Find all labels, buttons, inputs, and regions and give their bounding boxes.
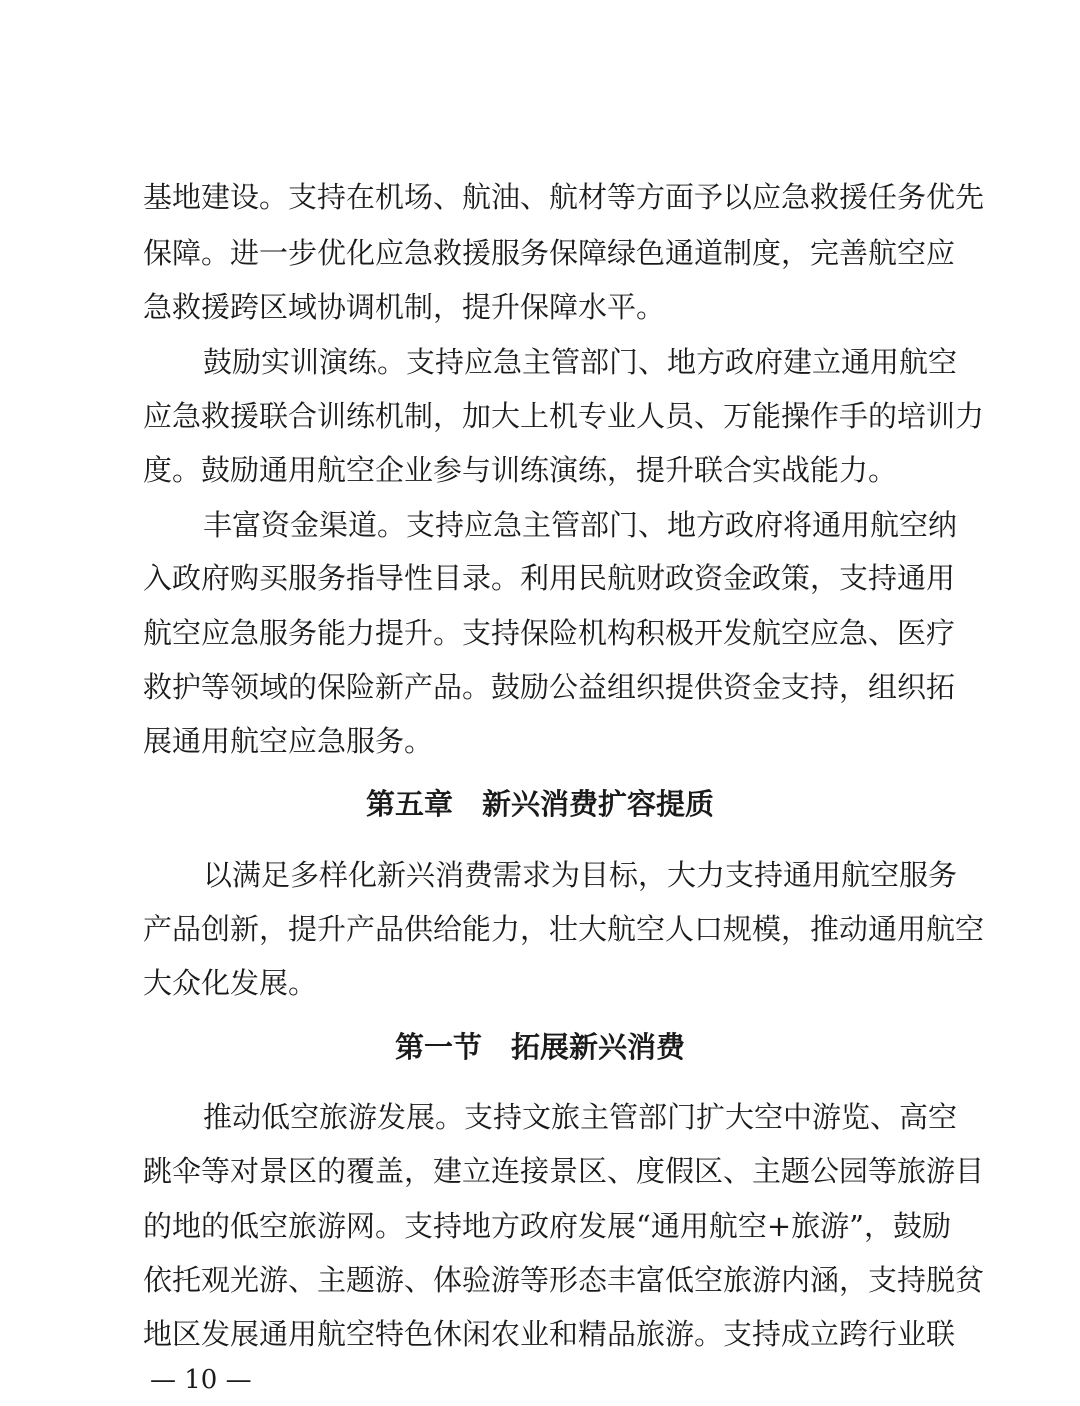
paragraph-line: 度。鼓励通用航空企业参与训练演练，提升联合实战能力。 xyxy=(143,453,898,487)
paragraph-line: 救护等领域的保险新产品。鼓励公益组织提供资金支持，组织拓 xyxy=(143,670,956,704)
paragraph-line: 大众化发展。 xyxy=(143,966,318,1000)
paragraph-line: 鼓励实训演练。支持应急主管部门、地方政府建立通用航空 xyxy=(203,345,958,379)
section-heading: 第一节 拓展新兴消费 xyxy=(394,1030,685,1064)
paragraph-line: 产品创新，提升产品供给能力，壮大航空人口规模，推动通用航空 xyxy=(143,912,985,946)
paragraph-line: 推动低空旅游发展。支持文旅主管部门扩大空中游览、高空 xyxy=(203,1100,958,1134)
paragraph-line: 基地建设。支持在机场、航油、航材等方面予以应急救援任务优先 xyxy=(143,180,985,214)
paragraph-line: 展通用航空应急服务。 xyxy=(143,724,434,758)
paragraph-line: 的地的低空旅游网。支持地方政府发展“通用航空+旅游”，鼓励 xyxy=(143,1209,951,1243)
paragraph-line: 保障。进一步优化应急救援服务保障绿色通道制度，完善航空应 xyxy=(143,236,956,270)
paragraph-line: 以满足多样化新兴消费需求为目标，大力支持通用航空服务 xyxy=(203,858,958,892)
paragraph-line: 应急救援联合训练机制，加大上机专业人员、万能操作手的培训力 xyxy=(143,399,985,433)
page-number: — 10 — xyxy=(150,1365,252,1395)
paragraph-line: 航空应急服务能力提升。支持保险机构积极开发航空应急、医疗 xyxy=(143,616,956,650)
paragraph-line: 跳伞等对景区的覆盖，建立连接景区、度假区、主题公园等旅游目 xyxy=(143,1154,985,1188)
chapter-heading: 第五章 新兴消费扩容提质 xyxy=(365,787,714,821)
paragraph-line: 入政府购买服务指导性目录。利用民航财政资金政策，支持通用 xyxy=(143,561,956,595)
paragraph-line: 丰富资金渠道。支持应急主管部门、地方政府将通用航空纳 xyxy=(203,508,958,542)
paragraph-line: 依托观光游、主题游、体验游等形态丰富低空旅游内涵，支持脱贫 xyxy=(143,1263,985,1297)
paragraph-line: 急救援跨区域协调机制，提升保障水平。 xyxy=(143,290,666,324)
paragraph-line: 地区发展通用航空特色休闲农业和精品旅游。支持成立跨行业联 xyxy=(143,1317,956,1351)
